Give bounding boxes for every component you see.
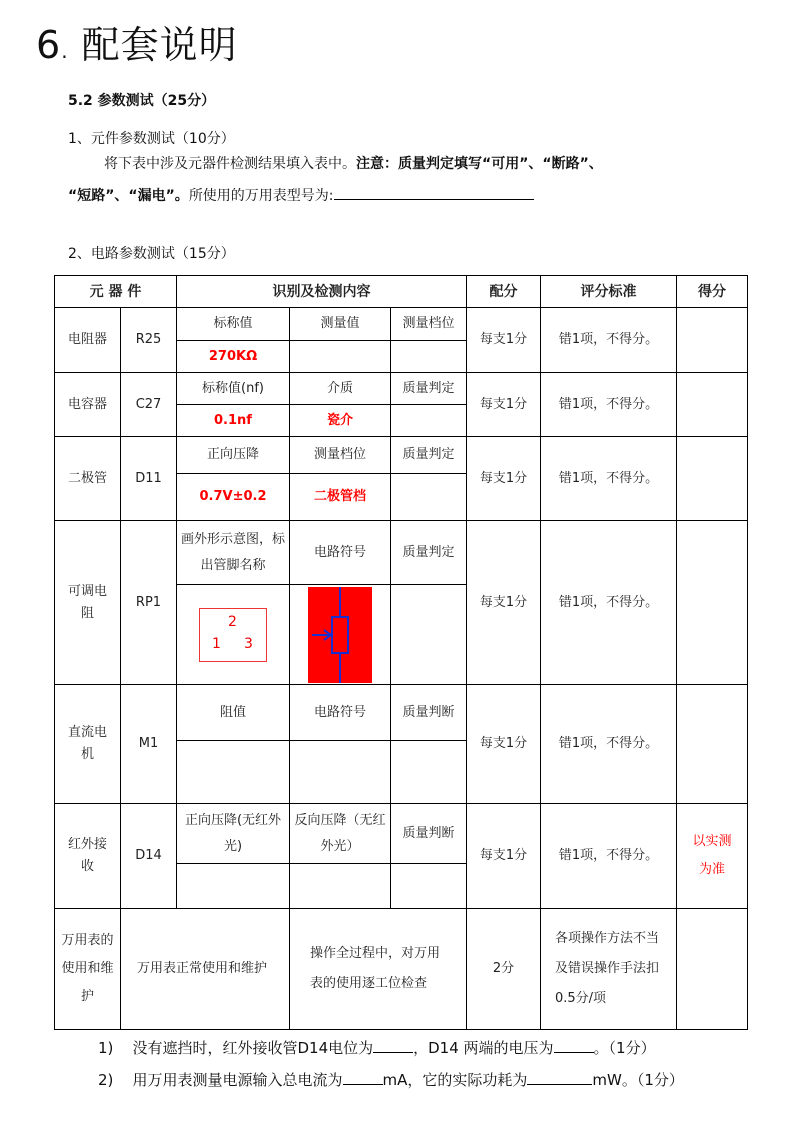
value-cell[interactable]: 0.7V±0.2 [177,474,290,521]
table-row [55,373,748,405]
header-got: 得分 [677,276,748,308]
label-cell: 介质 [290,373,391,405]
part1-meter: “短路”、“漏电”。所使用的万用表型号为: [68,185,534,205]
part1-intro: 将下表中涉及元器件检测结果填入表中。注意：质量判定填写“可用”、“断路”、 [104,156,603,172]
component-code: C27 [121,373,177,437]
label-cell: 测量档位 [290,437,391,474]
label-cell: 正向压降 [177,437,290,474]
answer-blank[interactable] [554,1038,594,1053]
part1-heading: 1、元件参数测试（10分） [68,131,235,147]
header-criteria: 评分标准 [541,276,677,308]
table-row [55,521,748,585]
item-cell: 万用表正常使用和维护 [121,909,290,1030]
label-cell: 测量档位 [391,308,467,341]
label-cell: 画外形示意图，标出管脚名称 [177,521,290,585]
table-row [55,308,748,341]
value-cell[interactable] [290,864,391,909]
answer-blank[interactable] [343,1070,383,1085]
header-component: 元 器 件 [55,276,177,308]
component-name: 红外接收 [55,804,121,909]
score-cell: 每支1分 [467,804,541,909]
pin-label: 1 [212,635,221,652]
value-cell[interactable]: 瓷介 [290,405,391,437]
value-cell[interactable] [391,474,467,521]
criteria-cell: 错1项，不得分。 [541,685,677,804]
part2-heading: 2、电路参数测试（15分） [68,246,235,262]
value-cell[interactable] [391,864,467,909]
symbol-cell [290,585,391,685]
meter-model-blank[interactable] [334,185,534,200]
pin-label: 3 [244,635,253,652]
label-cell: 标称值 [177,308,290,341]
page-title: 6. 配套说明 [36,23,238,67]
component-name: 电阻器 [55,308,121,373]
got-cell[interactable] [677,437,748,521]
component-name: 可调电阻 [55,521,121,685]
score-cell: 每支1分 [467,521,541,685]
label-cell: 质量判断 [391,804,467,864]
value-cell[interactable]: 270KΩ [177,341,290,373]
label-cell: 质量判定 [391,437,467,474]
label-cell: 质量判定 [391,373,467,405]
value-cell[interactable] [391,405,467,437]
value-cell[interactable] [177,741,290,804]
test-table [54,275,748,1030]
value-cell[interactable] [391,341,467,373]
label-cell: 阻值 [177,685,290,741]
table-row [55,909,748,1030]
component-name: 二极管 [55,437,121,521]
label-cell: 反向压降（无红外光） [290,804,391,864]
label-cell: 标称值(nf) [177,373,290,405]
table-row [55,804,748,864]
header-score: 配分 [467,276,541,308]
criteria-cell: 错1项，不得分。 [541,521,677,685]
score-cell: 每支1分 [467,308,541,373]
potentiometer-symbol-icon [308,587,372,683]
component-code: D11 [121,437,177,521]
component-name: 万用表的使用和维护 [55,909,121,1030]
got-cell[interactable] [677,308,748,373]
answer-blank[interactable] [527,1070,592,1085]
table-row [55,437,748,474]
component-code: D14 [121,804,177,909]
got-cell[interactable] [677,373,748,437]
criteria-cell: 错1项，不得分。 [541,373,677,437]
content-cell: 操作全过程中，对万用表的使用逐工位检查 [290,909,467,1030]
label-cell: 质量判断 [391,685,467,741]
got-cell[interactable] [677,521,748,685]
value-cell[interactable]: 0.1nf [177,405,290,437]
label-cell: 质量判定 [391,521,467,585]
value-cell[interactable] [391,585,467,685]
criteria-cell: 错1项，不得分。 [541,804,677,909]
component-code: R25 [121,308,177,373]
label-cell: 电路符号 [290,685,391,741]
table-header [55,276,748,308]
answer-blank[interactable] [373,1038,413,1053]
label-cell: 正向压降(无红外光) [177,804,290,864]
section-heading: 5.2 参数测试（25分） [68,93,216,109]
score-cell: 2分 [467,909,541,1030]
value-cell[interactable] [177,864,290,909]
got-cell: 以实测为准 [677,804,748,909]
component-code: M1 [121,685,177,804]
score-cell: 每支1分 [467,437,541,521]
value-cell[interactable] [391,741,467,804]
criteria-cell: 错1项，不得分。 [541,437,677,521]
outline-diagram-cell [177,585,290,685]
potentiometer-outline [199,608,267,662]
label-cell: 电路符号 [290,521,391,585]
value-cell[interactable] [290,341,391,373]
pin-label: 2 [228,613,237,630]
got-cell[interactable] [677,685,748,804]
value-cell[interactable] [290,741,391,804]
question-1: 1) 没有遮挡时，红外接收管D14电位为 ，D14 两端的电压为 。（1分） [98,1039,656,1057]
got-cell[interactable] [677,909,748,1030]
criteria-cell: 错1项，不得分。 [541,308,677,373]
component-code: RP1 [121,521,177,685]
score-cell: 每支1分 [467,685,541,804]
value-cell[interactable]: 二极管档 [290,474,391,521]
table-row [55,685,748,741]
component-name: 直流电机 [55,685,121,804]
criteria-cell: 各项操作方法不当及错误操作手法扣0.5分/项 [541,909,677,1030]
label-cell: 测量值 [290,308,391,341]
question-2: 2) 用万用表测量电源输入总电流为 mA，它的实际功耗为 mW。（1分） [98,1071,684,1089]
header-content: 识别及检测内容 [177,276,467,308]
component-name: 电容器 [55,373,121,437]
score-cell: 每支1分 [467,373,541,437]
